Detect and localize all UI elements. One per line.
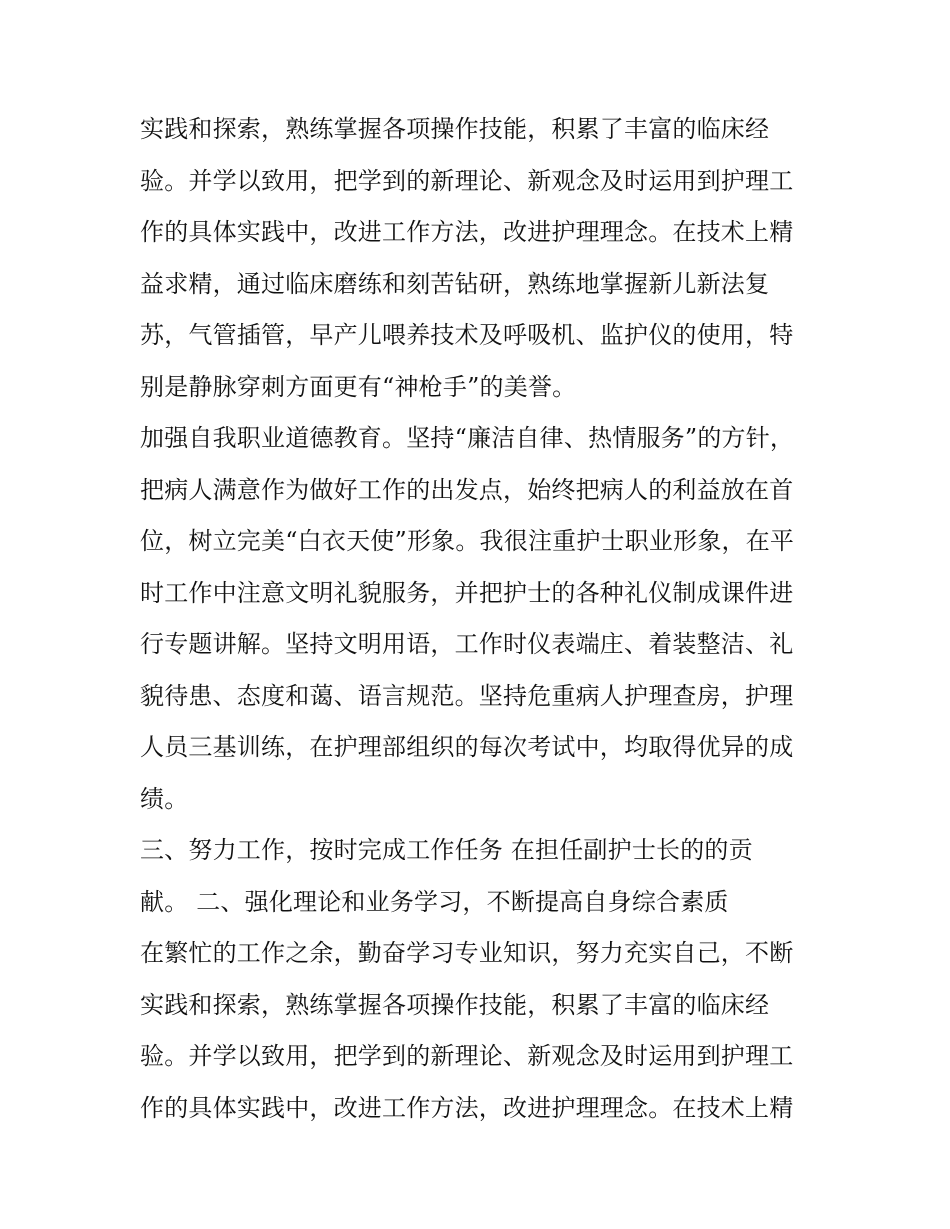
text-line: 三、努力工作，按时完成工作任务 在担任副护士长的的贡 — [140, 836, 753, 864]
text-line: 貌待患、态度和蔼、语言规范。坚持危重病人护理查房，护理 — [140, 681, 794, 710]
text-line: 把病人满意作为做好工作的出发点，始终把病人的利益放在首 — [140, 475, 794, 504]
body-text — [140, 104, 820, 1134]
text-line: 时工作中注意文明礼貌服务，并把护士的各种礼仪制成课件进 — [140, 578, 794, 607]
text-line: 苏，气管插管，早产儿喂养技术及呼吸机、监护仪的使用，特 — [140, 321, 794, 349]
text-line: 位，树立完美“白衣天使”形象。我很注重护士职业形象，在平 — [140, 527, 795, 555]
text-line: 加强自我职业道德教育。坚持“廉洁自律、热情服务”的方针， — [140, 424, 795, 452]
text-line: 作的具体实践中，改进工作方法，改进护理理念。在技术上精 — [140, 218, 794, 246]
text-line: 献。 二、强化理论和业务学习，不断提高自身综合素质 — [140, 887, 729, 916]
text-line: 在繁忙的工作之余，勤奋学习专业知识，努力充实自己，不断 — [140, 939, 794, 967]
text-line: 绩。 — [140, 784, 189, 813]
text-line: 益求精，通过临床磨练和刻苦钻研，熟练地掌握新儿新法复 — [140, 269, 770, 298]
text-line: 别是静脉穿刺方面更有“神枪手”的美誉。 — [140, 372, 577, 401]
text-line: 实践和探索，熟练掌握各项操作技能，积累了丰富的临床经 — [140, 990, 770, 1019]
text-line: 验。并学以致用，把学到的新理论、新观念及时运用到护理工 — [140, 166, 794, 195]
text-line: 人员三基训练，在护理部组织的每次考试中，均取得优异的成 — [140, 733, 794, 761]
text-line: 验。并学以致用，把学到的新理论、新观念及时运用到护理工 — [140, 1042, 794, 1070]
text-line: 实践和探索，熟练掌握各项操作技能，积累了丰富的临床经 — [140, 115, 770, 143]
text-line: 行专题讲解。坚持文明用语，工作时仪表端庄、着装整洁、礼 — [140, 630, 794, 658]
text-line: 作的具体实践中，改进工作方法，改进护理理念。在技术上精 — [140, 1093, 794, 1122]
